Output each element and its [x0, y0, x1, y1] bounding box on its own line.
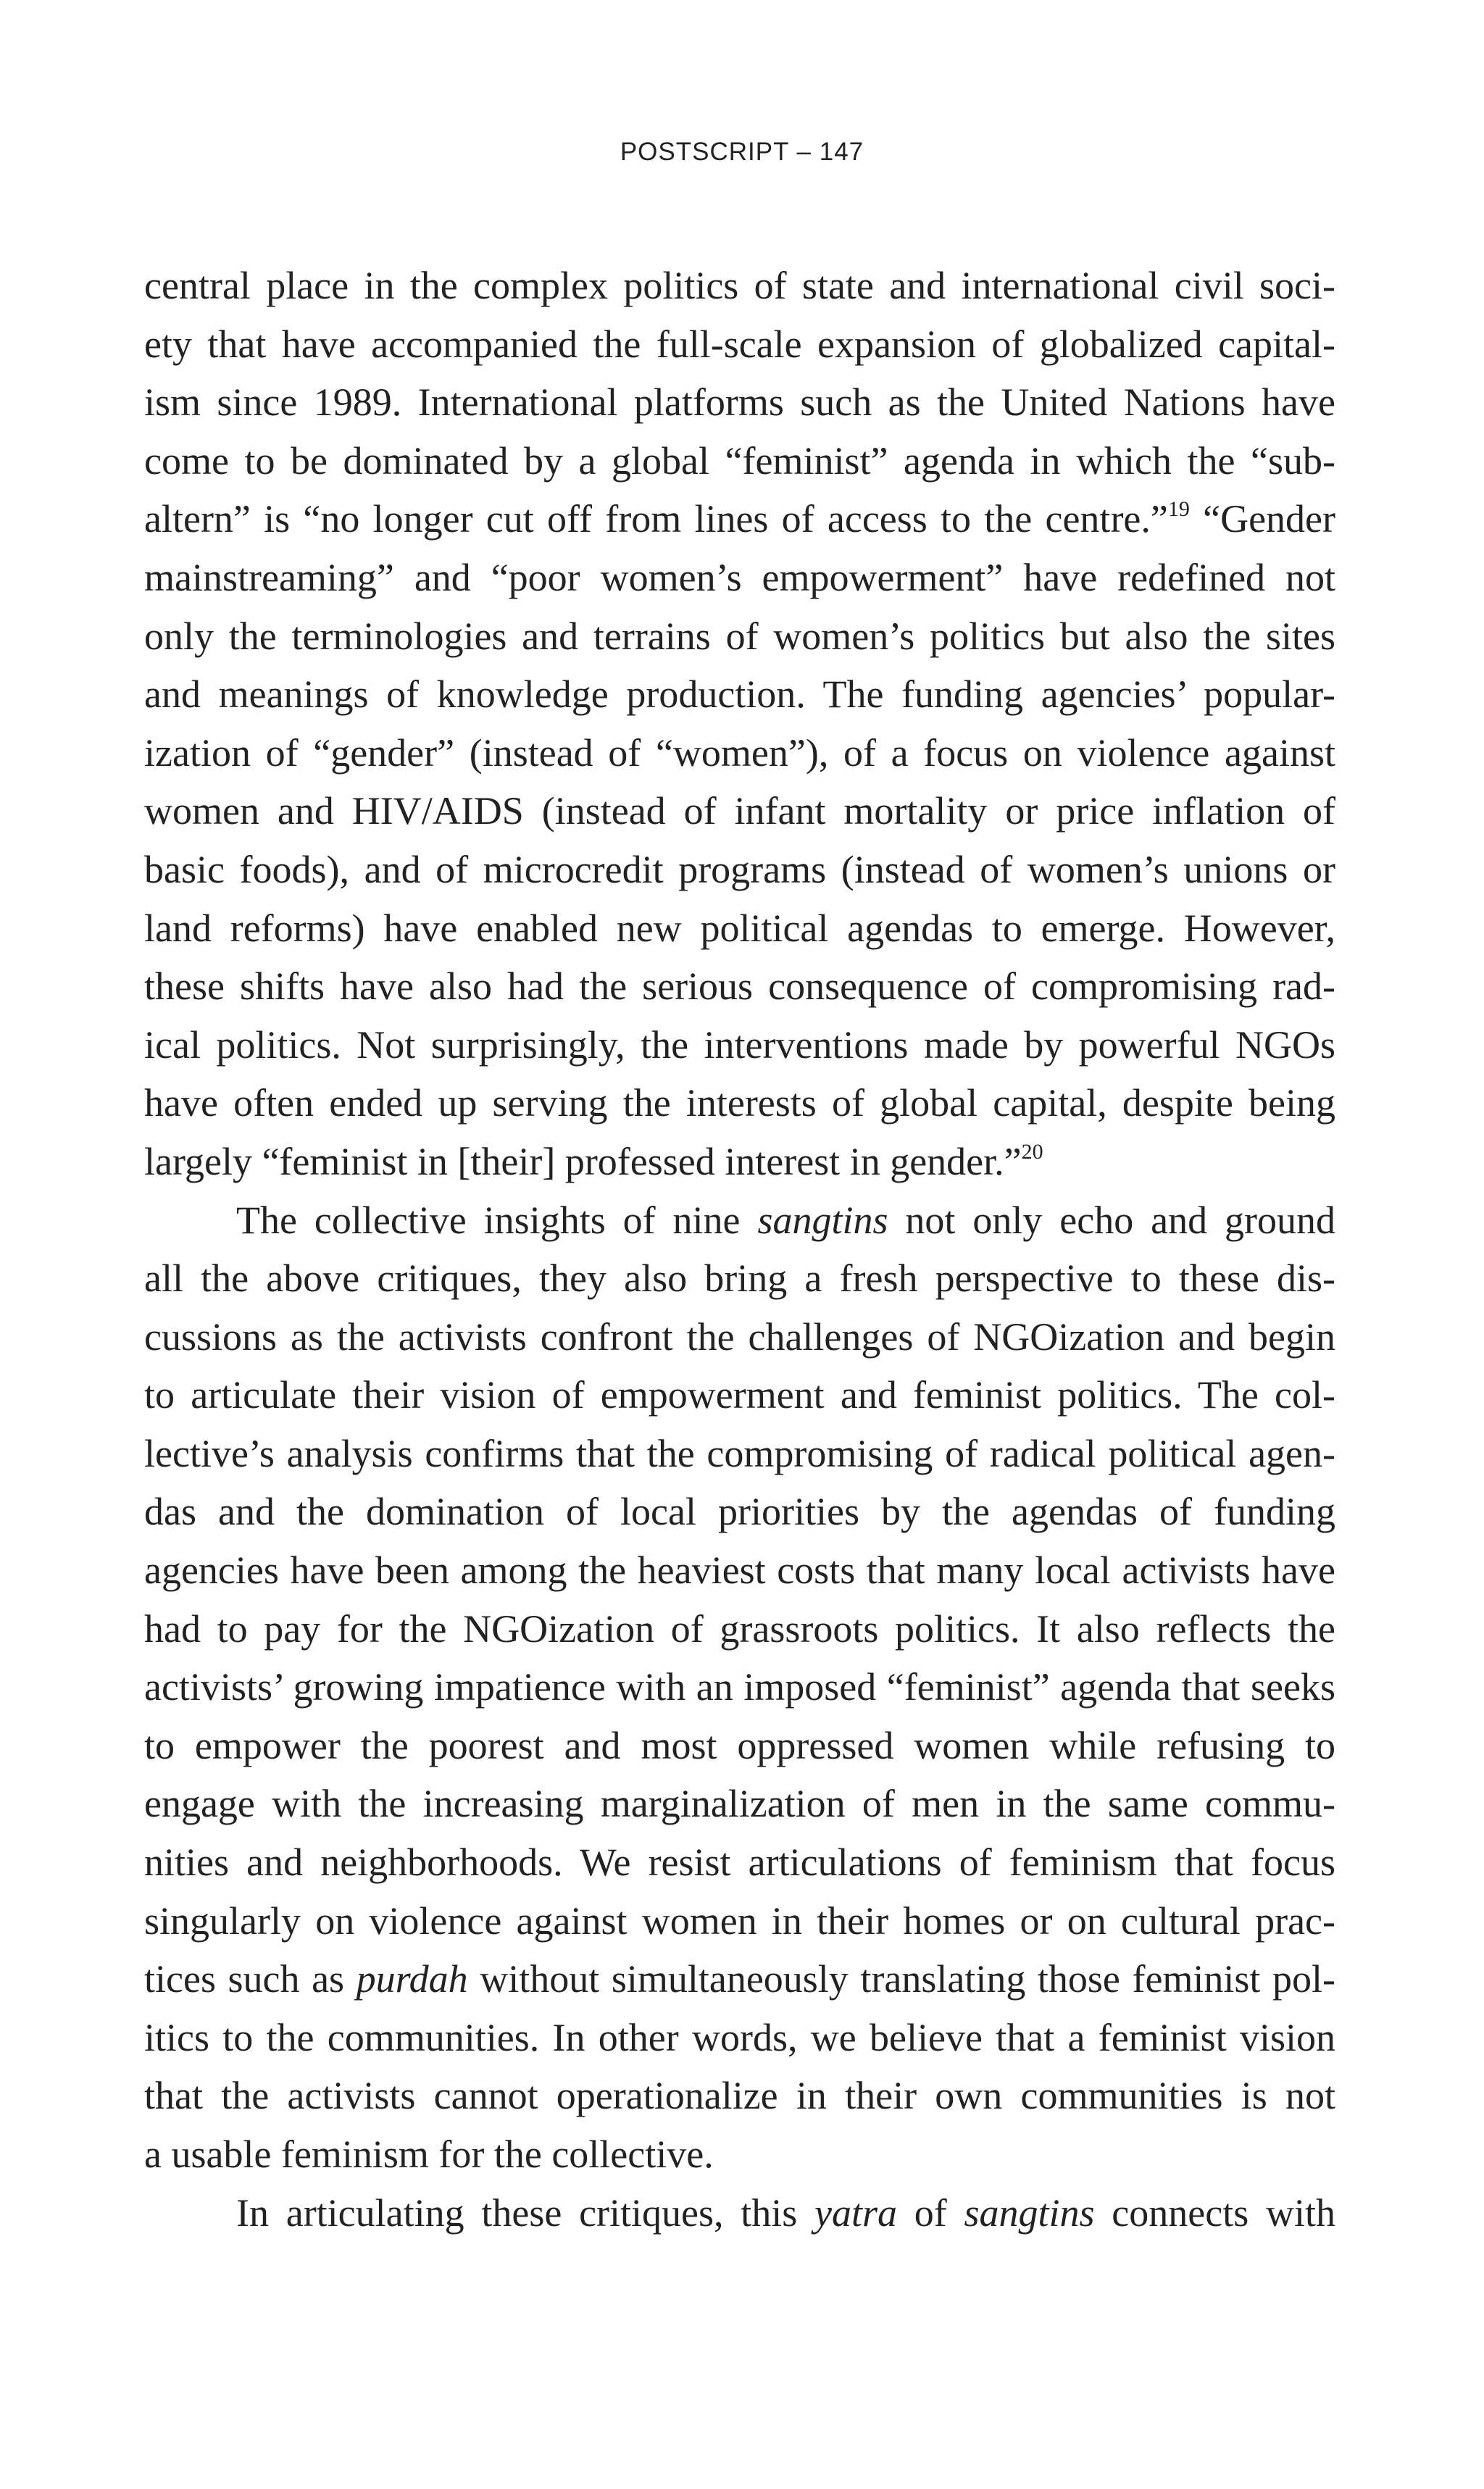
- paragraph-start-line: [144, 2184, 1335, 2243]
- text-line: that the activists cannot operationalize in their own communities is not: [144, 2074, 1335, 2118]
- footnote-ref-20: 20: [1021, 1139, 1043, 1164]
- text-segment: tices such as: [144, 1957, 357, 2001]
- text-line: ety that have accompanied the full-scale expansion of globalized capital-: [144, 322, 1335, 366]
- text-segment: “Gender: [1189, 497, 1335, 541]
- italic-term: sangtins: [757, 1198, 888, 1242]
- text-line: cussions as the activists confront the challenges of NGOization and begin: [144, 1314, 1335, 1359]
- text-line: come to be dominated by a global “feminist” agenda in which the “sub-: [144, 438, 1335, 483]
- text-line: have often ended up serving the interests of global capital, despite being: [144, 1081, 1335, 1125]
- body-text: [144, 257, 1335, 2242]
- text-line: these shifts have also had the serious consequence of compromising rad-: [144, 964, 1335, 1009]
- running-head: POSTSCRIPT – 147: [620, 138, 864, 166]
- text-line: mainstreaming” and “poor women’s empowerment” have redefined not: [144, 555, 1335, 599]
- text-line: das and the domination of local priorities by the agendas of funding: [144, 1490, 1335, 1534]
- text-line: basic foods), and of microcredit programs (instead of women’s unions or: [144, 847, 1335, 891]
- text-line: central place in the complex politics of state and international civil soci-: [144, 264, 1335, 307]
- text-line: [144, 490, 1335, 549]
- italic-term: purdah: [356, 1957, 468, 2001]
- text-line: to empower the poorest and most oppressed women while refusing to: [144, 1723, 1335, 1767]
- text-segment: connects with: [1094, 2190, 1335, 2235]
- text-line: agencies have been among the heaviest costs that many local activists have: [144, 1548, 1335, 1593]
- paragraph-start-line: [144, 1191, 1335, 1250]
- text-line: ical politics. Not surprisingly, the interventions made by powerful NGOs: [144, 1022, 1335, 1067]
- italic-term: sangtins: [964, 2190, 1095, 2235]
- text-line: had to pay for the NGOization of grassroots politics. It also reflects the: [144, 1606, 1335, 1651]
- text-line: [144, 1950, 1335, 2009]
- text-segment: The collective insights of nine: [236, 1198, 758, 1242]
- text-line: all the above critiques, they also bring a fresh perspective to these dis-: [144, 1256, 1335, 1301]
- text-line: a usable feminism for the collective.: [144, 2132, 714, 2176]
- footnote-ref-19: 19: [1167, 497, 1190, 522]
- text-line: only the terminologies and terrains of women’s politics but also the sites: [144, 614, 1335, 658]
- text-segment: of: [897, 2190, 964, 2235]
- text-line: nities and neighborhoods. We resist articulations of feminism that focus: [144, 1840, 1335, 1885]
- text-segment: not only echo and ground: [888, 1198, 1335, 1242]
- italic-term: yatra: [814, 2190, 898, 2235]
- text-segment: without simultaneously translating those feminist pol-: [467, 1957, 1335, 2001]
- text-line: itics to the communities. In other words, we believe that a feminist vision: [144, 2015, 1335, 2059]
- text-line: and meanings of knowledge production. The funding agencies’ popular-: [144, 672, 1335, 717]
- text-line: land reforms) have enabled new political agendas to emerge. However,: [144, 906, 1335, 950]
- text-line: [144, 1133, 1335, 1191]
- text-line: engage with the increasing marginalization of men in the same commu-: [144, 1782, 1335, 1826]
- text-segment: In articulating these critiques, this: [236, 2190, 815, 2235]
- text-line: activists’ growing impatience with an imposed “feminist” agenda that seeks: [144, 1665, 1335, 1709]
- text-line: ization of “gender” (instead of “women”), of a focus on violence against: [144, 730, 1335, 775]
- text-line: lective’s analysis confirms that the compromising of radical political agen-: [144, 1431, 1335, 1475]
- text-line: women and HIV/AIDS (instead of infant mortality or price inflation of: [144, 789, 1335, 833]
- text-line: ism since 1989. International platforms such as the United Nations have: [144, 380, 1335, 425]
- text-segment: largely “feminist in [their] professed interest in gender.”: [144, 1139, 1022, 1183]
- text-line: to articulate their vision of empowerment and feminist politics. The col-: [144, 1373, 1335, 1417]
- text-segment: altern” is “no longer cut off from lines of access to the centre.”: [144, 497, 1168, 541]
- text-line: singularly on violence against women in their homes or on cultural prac-: [144, 1898, 1335, 1943]
